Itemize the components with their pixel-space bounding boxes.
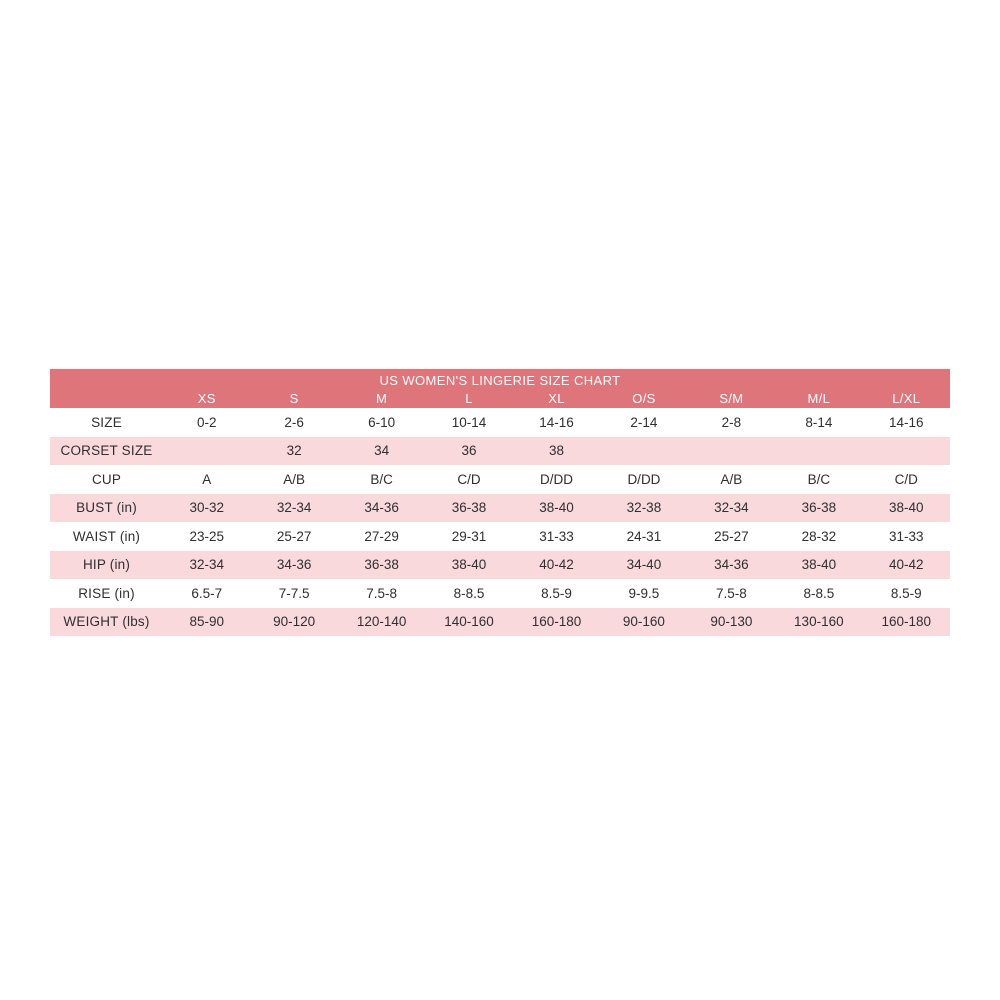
size-chart-table <box>50 369 950 636</box>
corner-cell <box>50 391 163 408</box>
chart-title: US WOMEN'S LINGERIE SIZE CHART <box>379 373 621 388</box>
table-cell: 6.5-7 <box>191 585 223 601</box>
table-cell: 8-14 <box>805 414 833 430</box>
table-cell: 38-40 <box>801 557 837 573</box>
table-row-weight-lbs <box>50 608 950 637</box>
table-cell: C/D <box>894 471 918 487</box>
table-cell: A/B <box>720 471 743 487</box>
table-cell: 36-38 <box>364 557 399 573</box>
row-label: RISE (in) <box>78 585 135 601</box>
row-label: WAIST (in) <box>72 528 141 544</box>
row-label: CUP <box>91 471 122 487</box>
table-cell <box>163 437 250 466</box>
table-cell: 25-27 <box>714 528 749 544</box>
table-cell: 36-38 <box>801 500 837 516</box>
table-row-rise-in <box>50 579 950 608</box>
table-cell: 29-31 <box>451 528 487 544</box>
table-cell: 25-27 <box>276 528 312 544</box>
table-cell <box>863 437 950 466</box>
row-label: CORSET SIZE <box>60 443 153 459</box>
table-cell: 34-36 <box>714 557 749 573</box>
table-row-size <box>50 408 950 437</box>
table-cell: 90-120 <box>273 614 316 630</box>
row-label: BUST (in) <box>76 500 137 516</box>
table-cell: 7-7.5 <box>278 585 310 601</box>
table-cell: 14-16 <box>539 414 574 430</box>
table-cell: 8.5-9 <box>541 585 572 601</box>
table-cell <box>688 437 775 466</box>
table-body <box>50 408 950 636</box>
table-cell: 32-34 <box>714 500 749 516</box>
table-cell: D/DD <box>539 471 573 487</box>
table-cell: 130-160 <box>794 614 844 630</box>
table-cell <box>600 437 687 466</box>
table-header-band <box>50 369 950 408</box>
table-cell: 14-16 <box>889 414 924 430</box>
column-header-m: M <box>376 391 388 406</box>
table-cell: 38-40 <box>451 557 487 573</box>
table-cell: C/D <box>457 471 481 487</box>
table-cell: 7.5-8 <box>366 585 397 601</box>
table-cell: 6-10 <box>368 414 396 430</box>
table-cell: 38-40 <box>889 500 924 516</box>
table-cell: 38-40 <box>539 500 574 516</box>
table-cell: 2-6 <box>284 414 304 430</box>
table-row-hip-in <box>50 551 950 580</box>
table-cell: 36 <box>461 443 477 459</box>
table-cell: 140-160 <box>444 614 494 630</box>
table-cell: B/C <box>807 471 831 487</box>
table-cell: A/B <box>283 471 306 487</box>
table-cell: 2-8 <box>721 414 742 430</box>
row-label: WEIGHT (lbs) <box>63 614 150 630</box>
column-header-s-m: S/M <box>719 391 744 406</box>
column-header-o-s: O/S <box>632 391 656 406</box>
table-cell: 90-160 <box>622 614 665 630</box>
table-cell: A <box>202 471 212 487</box>
table-cell: 7.5-8 <box>715 585 747 601</box>
table-cell: 24-31 <box>626 528 662 544</box>
table-cell: 32-34 <box>189 557 224 573</box>
row-label: HIP (in) <box>82 557 131 573</box>
table-cell: 8.5-9 <box>890 585 922 601</box>
table-row-corset-size <box>50 437 950 466</box>
column-header-xs: XS <box>197 391 216 406</box>
table-cell: 0-2 <box>196 414 217 430</box>
table-cell: 31-33 <box>539 528 574 544</box>
table-cell: 160-180 <box>881 614 932 630</box>
table-cell: 9-9.5 <box>628 585 660 601</box>
column-header-l: L <box>465 391 473 406</box>
column-header-l-xl: L/XL <box>892 391 921 406</box>
row-label: SIZE <box>91 414 122 430</box>
table-cell: 31-33 <box>889 528 924 544</box>
table-cell: 32-34 <box>276 500 312 516</box>
table-cell: 8-8.5 <box>453 585 485 601</box>
table-cell: 34-36 <box>364 500 399 516</box>
table-row-waist-in <box>50 522 950 551</box>
table-cell: 2-14 <box>630 414 658 430</box>
table-cell: 10-14 <box>451 414 487 430</box>
table-row-bust-in <box>50 494 950 523</box>
table-cell: 85-90 <box>189 614 224 630</box>
table-cell: 34-40 <box>626 557 662 573</box>
table-cell: 28-32 <box>801 528 837 544</box>
table-cell: 34 <box>374 443 390 459</box>
table-cell: B/C <box>370 471 393 487</box>
column-header-row <box>50 391 950 408</box>
table-cell: 36-38 <box>451 500 487 516</box>
table-cell: 27-29 <box>364 528 399 544</box>
table-cell: 90-130 <box>710 614 753 630</box>
table-cell: 38 <box>548 443 564 459</box>
table-cell: D/DD <box>627 471 661 487</box>
table-cell: 8-8.5 <box>803 585 835 601</box>
table-cell: 32 <box>286 443 302 459</box>
column-header-m-l: M/L <box>807 391 831 406</box>
table-cell: 23-25 <box>189 528 224 544</box>
table-row-cup <box>50 465 950 494</box>
table-cell <box>775 437 862 466</box>
table-cell: 30-32 <box>189 500 224 516</box>
table-cell: 120-140 <box>356 614 407 630</box>
table-cell: 40-42 <box>889 557 924 573</box>
table-cell: 160-180 <box>531 614 582 630</box>
column-header-s: S <box>289 391 299 406</box>
column-header-xl: XL <box>548 391 565 406</box>
table-cell: 32-38 <box>626 500 662 516</box>
table-cell: 34-36 <box>276 557 312 573</box>
table-cell: 40-42 <box>539 557 574 573</box>
